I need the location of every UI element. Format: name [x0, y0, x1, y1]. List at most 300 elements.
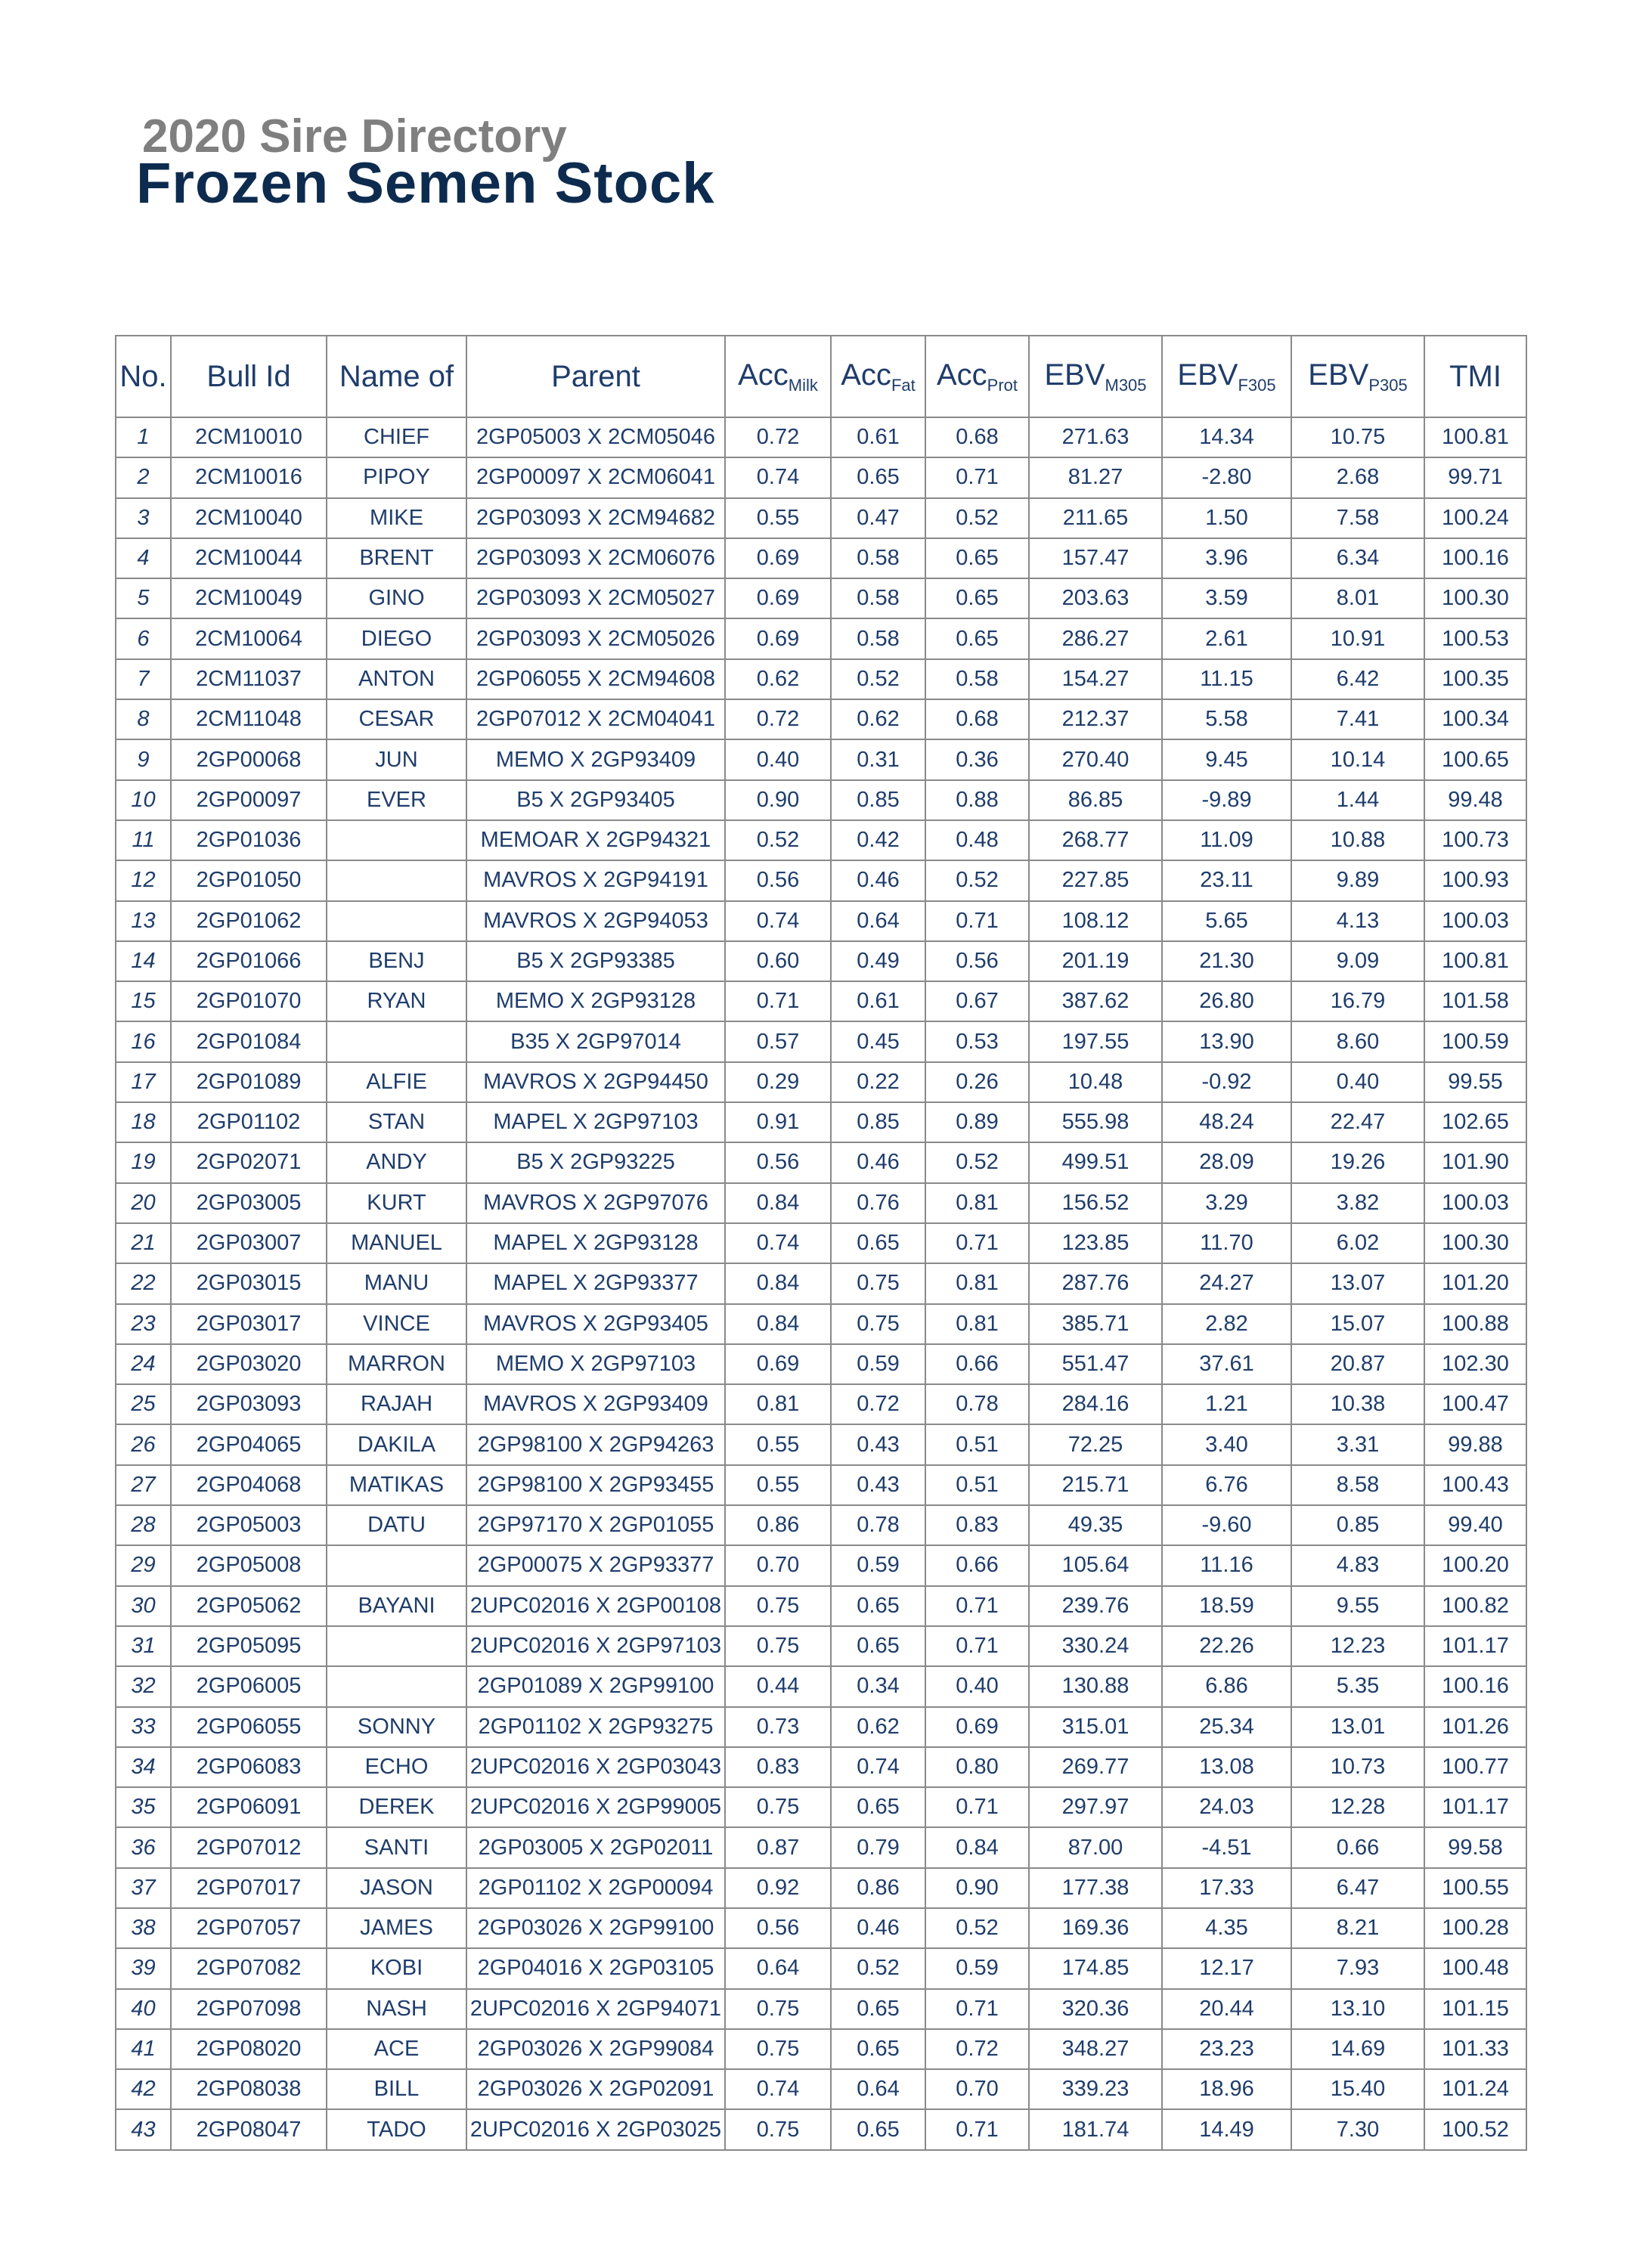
- cell-acc-fat: 0.58: [831, 618, 925, 658]
- cell-acc-prot: 0.52: [925, 498, 1029, 538]
- cell-tmi: 100.16: [1424, 538, 1526, 578]
- cell-ebv-p305: 6.02: [1291, 1223, 1424, 1263]
- cell-acc-fat: 0.46: [831, 1908, 925, 1948]
- cell-no: 15: [116, 981, 171, 1021]
- cell-name: RAJAH: [327, 1384, 466, 1424]
- cell-parent: 2GP03093 X 2CM06076: [466, 538, 725, 578]
- cell-bull-id: 2GP01070: [171, 981, 327, 1021]
- cell-parent: B5 X 2GP93225: [466, 1142, 725, 1182]
- cell-no: 42: [116, 2069, 171, 2109]
- page-subtitle: 2020 Sire Directory: [142, 110, 567, 163]
- table-header-row: [116, 336, 1526, 417]
- cell-tmi: 100.30: [1424, 578, 1526, 618]
- table-row: [116, 1183, 1526, 1223]
- cell-bull-id: 2CM11037: [171, 659, 327, 699]
- cell-acc-fat: 0.79: [831, 1827, 925, 1867]
- cell-acc-milk: 0.70: [725, 1545, 831, 1585]
- frozen-semen-stock-table: [115, 335, 1527, 2151]
- cell-bull-id: 2GP05062: [171, 1586, 327, 1626]
- cell-tmi: 100.35: [1424, 659, 1526, 699]
- cell-parent: MEMO X 2GP93128: [466, 981, 725, 1021]
- cell-bull-id: 2CM10016: [171, 457, 327, 497]
- cell-acc-fat: 0.22: [831, 1062, 925, 1102]
- cell-bull-id: 2GP03093: [171, 1384, 327, 1424]
- cell-ebv-f305: 26.80: [1162, 981, 1291, 1021]
- cell-ebv-m305: 177.38: [1029, 1868, 1162, 1908]
- cell-bull-id: 2GP03015: [171, 1263, 327, 1303]
- column-header-bull-id: [171, 336, 327, 417]
- cell-tmi: 100.03: [1424, 901, 1526, 941]
- cell-no: 33: [116, 1707, 171, 1747]
- cell-bull-id: 2GP01089: [171, 1062, 327, 1102]
- cell-acc-prot: 0.72: [925, 2029, 1029, 2069]
- cell-acc-milk: 0.69: [725, 538, 831, 578]
- cell-name: [327, 1545, 466, 1585]
- cell-ebv-m305: 270.40: [1029, 739, 1162, 779]
- cell-acc-fat: 0.65: [831, 2109, 925, 2149]
- cell-no: 28: [116, 1505, 171, 1545]
- cell-acc-milk: 0.44: [725, 1666, 831, 1706]
- cell-acc-milk: 0.92: [725, 1868, 831, 1908]
- cell-acc-milk: 0.75: [725, 1586, 831, 1626]
- cell-bull-id: 2GP01066: [171, 941, 327, 981]
- cell-acc-prot: 0.69: [925, 1707, 1029, 1747]
- cell-bull-id: 2GP01084: [171, 1021, 327, 1061]
- cell-no: 24: [116, 1344, 171, 1384]
- cell-ebv-p305: 0.85: [1291, 1505, 1424, 1545]
- cell-ebv-f305: 23.11: [1162, 860, 1291, 900]
- cell-tmi: 100.81: [1424, 417, 1526, 457]
- table-row: [116, 2029, 1526, 2069]
- cell-tmi: 101.26: [1424, 1707, 1526, 1747]
- cell-acc-fat: 0.59: [831, 1545, 925, 1585]
- cell-ebv-p305: 19.26: [1291, 1142, 1424, 1182]
- cell-name: [327, 1626, 466, 1666]
- cell-ebv-m305: 215.71: [1029, 1465, 1162, 1505]
- cell-ebv-m305: 339.23: [1029, 2069, 1162, 2109]
- table-row: [116, 1868, 1526, 1908]
- cell-parent: 2UPC02016 X 2GP00108: [466, 1586, 725, 1626]
- table-row: [116, 1545, 1526, 1585]
- cell-bull-id: 2GP01062: [171, 901, 327, 941]
- cell-ebv-m305: 197.55: [1029, 1021, 1162, 1061]
- cell-ebv-f305: 24.03: [1162, 1787, 1291, 1827]
- column-header-no: [116, 336, 171, 417]
- cell-bull-id: 2GP08020: [171, 2029, 327, 2069]
- cell-acc-fat: 0.85: [831, 780, 925, 820]
- table-row: [116, 659, 1526, 699]
- cell-parent: MAPEL X 2GP97103: [466, 1102, 725, 1142]
- cell-tmi: 100.03: [1424, 1183, 1526, 1223]
- cell-ebv-p305: 3.31: [1291, 1424, 1424, 1464]
- cell-bull-id: 2GP01102: [171, 1102, 327, 1142]
- cell-ebv-p305: 6.47: [1291, 1868, 1424, 1908]
- cell-ebv-m305: 130.88: [1029, 1666, 1162, 1706]
- cell-ebv-m305: 87.00: [1029, 1827, 1162, 1867]
- cell-ebv-p305: 8.01: [1291, 578, 1424, 618]
- cell-acc-milk: 0.75: [725, 1989, 831, 2029]
- cell-parent: MAVROS X 2GP94053: [466, 901, 725, 941]
- cell-ebv-m305: 156.52: [1029, 1183, 1162, 1223]
- cell-acc-fat: 0.64: [831, 901, 925, 941]
- cell-ebv-f305: 22.26: [1162, 1626, 1291, 1666]
- cell-name: STAN: [327, 1102, 466, 1142]
- column-header-subscript: Milk: [788, 375, 818, 395]
- cell-tmi: 100.47: [1424, 1384, 1526, 1424]
- cell-tmi: 100.77: [1424, 1747, 1526, 1787]
- cell-no: 3: [116, 498, 171, 538]
- cell-bull-id: 2GP02071: [171, 1142, 327, 1182]
- cell-ebv-p305: 13.07: [1291, 1263, 1424, 1303]
- column-header-acc-milk: [725, 336, 831, 417]
- column-header-name: [327, 336, 466, 417]
- cell-acc-milk: 0.74: [725, 457, 831, 497]
- cell-no: 12: [116, 860, 171, 900]
- cell-acc-milk: 0.74: [725, 1223, 831, 1263]
- cell-name: BENJ: [327, 941, 466, 981]
- cell-parent: 2GP03093 X 2CM94682: [466, 498, 725, 538]
- cell-acc-prot: 0.51: [925, 1424, 1029, 1464]
- cell-name: MATIKAS: [327, 1465, 466, 1505]
- cell-no: 31: [116, 1626, 171, 1666]
- cell-name: ANDY: [327, 1142, 466, 1182]
- cell-acc-milk: 0.57: [725, 1021, 831, 1061]
- cell-tmi: 99.58: [1424, 1827, 1526, 1867]
- cell-acc-fat: 0.58: [831, 578, 925, 618]
- table-body: [116, 417, 1526, 2150]
- table-row: [116, 1586, 1526, 1626]
- cell-ebv-p305: 1.44: [1291, 780, 1424, 820]
- cell-acc-prot: 0.68: [925, 699, 1029, 739]
- cell-acc-fat: 0.65: [831, 2029, 925, 2069]
- cell-acc-prot: 0.66: [925, 1545, 1029, 1585]
- cell-acc-prot: 0.90: [925, 1868, 1029, 1908]
- cell-name: ALFIE: [327, 1062, 466, 1102]
- cell-tmi: 100.43: [1424, 1465, 1526, 1505]
- column-header-label: Acc: [936, 358, 987, 392]
- cell-ebv-f305: 37.61: [1162, 1344, 1291, 1384]
- cell-name: [327, 1021, 466, 1061]
- cell-ebv-f305: 13.90: [1162, 1021, 1291, 1061]
- cell-ebv-f305: 12.17: [1162, 1948, 1291, 1988]
- cell-ebv-m305: 181.74: [1029, 2109, 1162, 2149]
- cell-name: [327, 901, 466, 941]
- cell-acc-fat: 0.65: [831, 1626, 925, 1666]
- cell-bull-id: 2GP06005: [171, 1666, 327, 1706]
- cell-ebv-p305: 3.82: [1291, 1183, 1424, 1223]
- cell-ebv-p305: 10.73: [1291, 1747, 1424, 1787]
- cell-name: JAMES: [327, 1908, 466, 1948]
- cell-no: 26: [116, 1424, 171, 1464]
- cell-name: SONNY: [327, 1707, 466, 1747]
- cell-tmi: 99.40: [1424, 1505, 1526, 1545]
- table-row: [116, 739, 1526, 779]
- table-row: [116, 1344, 1526, 1384]
- cell-parent: 2GP03093 X 2CM05026: [466, 618, 725, 658]
- cell-ebv-f305: 3.29: [1162, 1183, 1291, 1223]
- cell-no: 16: [116, 1021, 171, 1061]
- cell-bull-id: 2GP03005: [171, 1183, 327, 1223]
- table-row: [116, 1505, 1526, 1545]
- cell-acc-milk: 0.64: [725, 1948, 831, 1988]
- cell-ebv-m305: 123.85: [1029, 1223, 1162, 1263]
- cell-ebv-m305: 315.01: [1029, 1707, 1162, 1747]
- cell-name: PIPOY: [327, 457, 466, 497]
- cell-parent: 2GP97170 X 2GP01055: [466, 1505, 725, 1545]
- cell-parent: 2UPC02016 X 2GP03043: [466, 1747, 725, 1787]
- cell-acc-fat: 0.46: [831, 860, 925, 900]
- cell-acc-milk: 0.69: [725, 1344, 831, 1384]
- cell-no: 32: [116, 1666, 171, 1706]
- table-row: [116, 1021, 1526, 1061]
- cell-parent: 2GP01102 X 2GP00094: [466, 1868, 725, 1908]
- cell-tmi: 100.53: [1424, 618, 1526, 658]
- cell-acc-milk: 0.75: [725, 1626, 831, 1666]
- cell-tmi: 101.20: [1424, 1263, 1526, 1303]
- cell-acc-prot: 0.66: [925, 1344, 1029, 1384]
- table-row: [116, 578, 1526, 618]
- table-row: [116, 2109, 1526, 2149]
- cell-tmi: 100.55: [1424, 1868, 1526, 1908]
- cell-ebv-p305: 8.58: [1291, 1465, 1424, 1505]
- cell-acc-milk: 0.56: [725, 860, 831, 900]
- cell-acc-milk: 0.84: [725, 1304, 831, 1344]
- cell-acc-prot: 0.81: [925, 1304, 1029, 1344]
- cell-ebv-f305: 25.34: [1162, 1707, 1291, 1747]
- cell-parent: 2GP06055 X 2CM94608: [466, 659, 725, 699]
- table-row: [116, 860, 1526, 900]
- cell-name: JASON: [327, 1868, 466, 1908]
- cell-ebv-m305: 269.77: [1029, 1747, 1162, 1787]
- cell-parent: 2GP07012 X 2CM04041: [466, 699, 725, 739]
- cell-acc-fat: 0.34: [831, 1666, 925, 1706]
- column-header-label: No.: [119, 359, 167, 393]
- cell-ebv-f305: 18.59: [1162, 1586, 1291, 1626]
- cell-acc-milk: 0.69: [725, 578, 831, 618]
- cell-name: BILL: [327, 2069, 466, 2109]
- cell-bull-id: 2GP07098: [171, 1989, 327, 2029]
- cell-tmi: 100.59: [1424, 1021, 1526, 1061]
- cell-acc-milk: 0.72: [725, 699, 831, 739]
- cell-acc-prot: 0.70: [925, 2069, 1029, 2109]
- cell-bull-id: 2CM10044: [171, 538, 327, 578]
- column-header-label: Parent: [551, 359, 640, 393]
- cell-acc-fat: 0.65: [831, 1223, 925, 1263]
- cell-ebv-m305: 499.51: [1029, 1142, 1162, 1182]
- cell-parent: MAVROS X 2GP97076: [466, 1183, 725, 1223]
- cell-parent: 2GP03026 X 2GP02091: [466, 2069, 725, 2109]
- cell-acc-fat: 0.86: [831, 1868, 925, 1908]
- cell-no: 20: [116, 1183, 171, 1223]
- cell-ebv-p305: 10.38: [1291, 1384, 1424, 1424]
- cell-acc-fat: 0.46: [831, 1142, 925, 1182]
- cell-acc-fat: 0.43: [831, 1424, 925, 1464]
- cell-acc-fat: 0.31: [831, 739, 925, 779]
- cell-parent: 2UPC02016 X 2GP94071: [466, 1989, 725, 2029]
- cell-ebv-f305: 24.27: [1162, 1263, 1291, 1303]
- cell-acc-fat: 0.65: [831, 1787, 925, 1827]
- column-header-label: Acc: [738, 358, 789, 392]
- cell-no: 11: [116, 820, 171, 860]
- cell-ebv-p305: 10.88: [1291, 820, 1424, 860]
- cell-ebv-m305: 348.27: [1029, 2029, 1162, 2069]
- cell-acc-prot: 0.71: [925, 901, 1029, 941]
- cell-acc-prot: 0.52: [925, 1142, 1029, 1182]
- cell-ebv-m305: 105.64: [1029, 1545, 1162, 1585]
- cell-acc-fat: 0.52: [831, 659, 925, 699]
- cell-ebv-m305: 271.63: [1029, 417, 1162, 457]
- cell-parent: B5 X 2GP93385: [466, 941, 725, 981]
- cell-ebv-m305: 320.36: [1029, 1989, 1162, 2029]
- cell-tmi: 101.15: [1424, 1989, 1526, 2029]
- cell-bull-id: 2CM10064: [171, 618, 327, 658]
- cell-acc-prot: 0.71: [925, 1586, 1029, 1626]
- column-header-ebv-p305: [1291, 336, 1424, 417]
- cell-name: DEREK: [327, 1787, 466, 1827]
- cell-acc-milk: 0.52: [725, 820, 831, 860]
- cell-bull-id: 2CM10010: [171, 417, 327, 457]
- cell-ebv-p305: 2.68: [1291, 457, 1424, 497]
- cell-acc-fat: 0.85: [831, 1102, 925, 1142]
- cell-acc-milk: 0.40: [725, 739, 831, 779]
- cell-parent: 2GP03026 X 2GP99084: [466, 2029, 725, 2069]
- cell-name: MANU: [327, 1263, 466, 1303]
- cell-parent: 2GP00075 X 2GP93377: [466, 1545, 725, 1585]
- cell-ebv-f305: 2.82: [1162, 1304, 1291, 1344]
- cell-name: MANUEL: [327, 1223, 466, 1263]
- cell-name: TADO: [327, 2109, 466, 2149]
- cell-acc-prot: 0.71: [925, 457, 1029, 497]
- cell-ebv-f305: -9.89: [1162, 780, 1291, 820]
- cell-acc-milk: 0.55: [725, 498, 831, 538]
- cell-bull-id: 2GP04065: [171, 1424, 327, 1464]
- cell-bull-id: 2GP07012: [171, 1827, 327, 1867]
- column-header-tmi: [1424, 336, 1526, 417]
- cell-acc-milk: 0.62: [725, 659, 831, 699]
- cell-acc-fat: 0.45: [831, 1021, 925, 1061]
- cell-name: DAKILA: [327, 1424, 466, 1464]
- cell-name: ACE: [327, 2029, 466, 2069]
- table-row: [116, 1707, 1526, 1747]
- cell-ebv-f305: 3.59: [1162, 578, 1291, 618]
- cell-name: MARRON: [327, 1344, 466, 1384]
- cell-acc-milk: 0.90: [725, 780, 831, 820]
- cell-acc-fat: 0.76: [831, 1183, 925, 1223]
- cell-ebv-p305: 9.89: [1291, 860, 1424, 900]
- cell-acc-fat: 0.65: [831, 1989, 925, 2029]
- cell-name: CESAR: [327, 699, 466, 739]
- cell-tmi: 99.71: [1424, 457, 1526, 497]
- cell-no: 22: [116, 1263, 171, 1303]
- cell-ebv-p305: 4.13: [1291, 901, 1424, 941]
- cell-tmi: 100.81: [1424, 941, 1526, 981]
- table-row: [116, 1787, 1526, 1827]
- cell-tmi: 100.82: [1424, 1586, 1526, 1626]
- cell-bull-id: 2GP06083: [171, 1747, 327, 1787]
- cell-ebv-f305: 6.86: [1162, 1666, 1291, 1706]
- cell-acc-fat: 0.74: [831, 1747, 925, 1787]
- cell-bull-id: 2GP05095: [171, 1626, 327, 1666]
- table-row: [116, 457, 1526, 497]
- table-row: [116, 618, 1526, 658]
- cell-acc-milk: 0.75: [725, 2029, 831, 2069]
- cell-ebv-p305: 8.21: [1291, 1908, 1424, 1948]
- cell-parent: MEMO X 2GP93409: [466, 739, 725, 779]
- table-row: [116, 1142, 1526, 1182]
- cell-acc-milk: 0.74: [725, 901, 831, 941]
- cell-no: 37: [116, 1868, 171, 1908]
- cell-name: SANTI: [327, 1827, 466, 1867]
- cell-ebv-m305: 284.16: [1029, 1384, 1162, 1424]
- cell-name: NASH: [327, 1989, 466, 2029]
- cell-no: 4: [116, 538, 171, 578]
- cell-no: 27: [116, 1465, 171, 1505]
- cell-no: 13: [116, 901, 171, 941]
- cell-bull-id: 2GP05008: [171, 1545, 327, 1585]
- cell-ebv-f305: 48.24: [1162, 1102, 1291, 1142]
- cell-bull-id: 2GP03020: [171, 1344, 327, 1384]
- cell-acc-prot: 0.48: [925, 820, 1029, 860]
- cell-no: 1: [116, 417, 171, 457]
- cell-no: 8: [116, 699, 171, 739]
- column-header-subscript: Fat: [891, 375, 916, 395]
- cell-parent: MAVROS X 2GP94191: [466, 860, 725, 900]
- table-row: [116, 498, 1526, 538]
- cell-ebv-p305: 10.14: [1291, 739, 1424, 779]
- cell-tmi: 102.30: [1424, 1344, 1526, 1384]
- cell-bull-id: 2GP08038: [171, 2069, 327, 2109]
- cell-bull-id: 2CM10049: [171, 578, 327, 618]
- cell-acc-prot: 0.52: [925, 860, 1029, 900]
- cell-acc-prot: 0.81: [925, 1183, 1029, 1223]
- cell-tmi: 101.33: [1424, 2029, 1526, 2069]
- cell-ebv-m305: 551.47: [1029, 1344, 1162, 1384]
- cell-parent: 2UPC02016 X 2GP97103: [466, 1626, 725, 1666]
- cell-acc-milk: 0.69: [725, 618, 831, 658]
- cell-ebv-m305: 227.85: [1029, 860, 1162, 900]
- cell-ebv-m305: 287.76: [1029, 1263, 1162, 1303]
- table-row: [116, 1062, 1526, 1102]
- cell-parent: 2GP04016 X 2GP03105: [466, 1948, 725, 1988]
- cell-ebv-p305: 20.87: [1291, 1344, 1424, 1384]
- cell-no: 14: [116, 941, 171, 981]
- cell-acc-fat: 0.43: [831, 1465, 925, 1505]
- table-row: [116, 1304, 1526, 1344]
- column-header-ebv-m305: [1029, 336, 1162, 417]
- cell-acc-milk: 0.71: [725, 981, 831, 1021]
- cell-bull-id: 2GP08047: [171, 2109, 327, 2149]
- cell-acc-milk: 0.60: [725, 941, 831, 981]
- cell-no: 40: [116, 1989, 171, 2029]
- table-row: [116, 1989, 1526, 2029]
- cell-ebv-p305: 16.79: [1291, 981, 1424, 1021]
- cell-no: 35: [116, 1787, 171, 1827]
- cell-ebv-f305: 3.40: [1162, 1424, 1291, 1464]
- cell-tmi: 100.16: [1424, 1666, 1526, 1706]
- cell-ebv-f305: 1.50: [1162, 498, 1291, 538]
- cell-acc-milk: 0.72: [725, 417, 831, 457]
- cell-ebv-m305: 154.27: [1029, 659, 1162, 699]
- cell-ebv-m305: 385.71: [1029, 1304, 1162, 1344]
- cell-bull-id: 2GP05003: [171, 1505, 327, 1545]
- cell-ebv-p305: 4.83: [1291, 1545, 1424, 1585]
- cell-acc-milk: 0.91: [725, 1102, 831, 1142]
- cell-acc-prot: 0.71: [925, 1989, 1029, 2029]
- cell-tmi: 100.34: [1424, 699, 1526, 739]
- cell-acc-prot: 0.40: [925, 1666, 1029, 1706]
- cell-tmi: 100.28: [1424, 1908, 1526, 1948]
- cell-name: DIEGO: [327, 618, 466, 658]
